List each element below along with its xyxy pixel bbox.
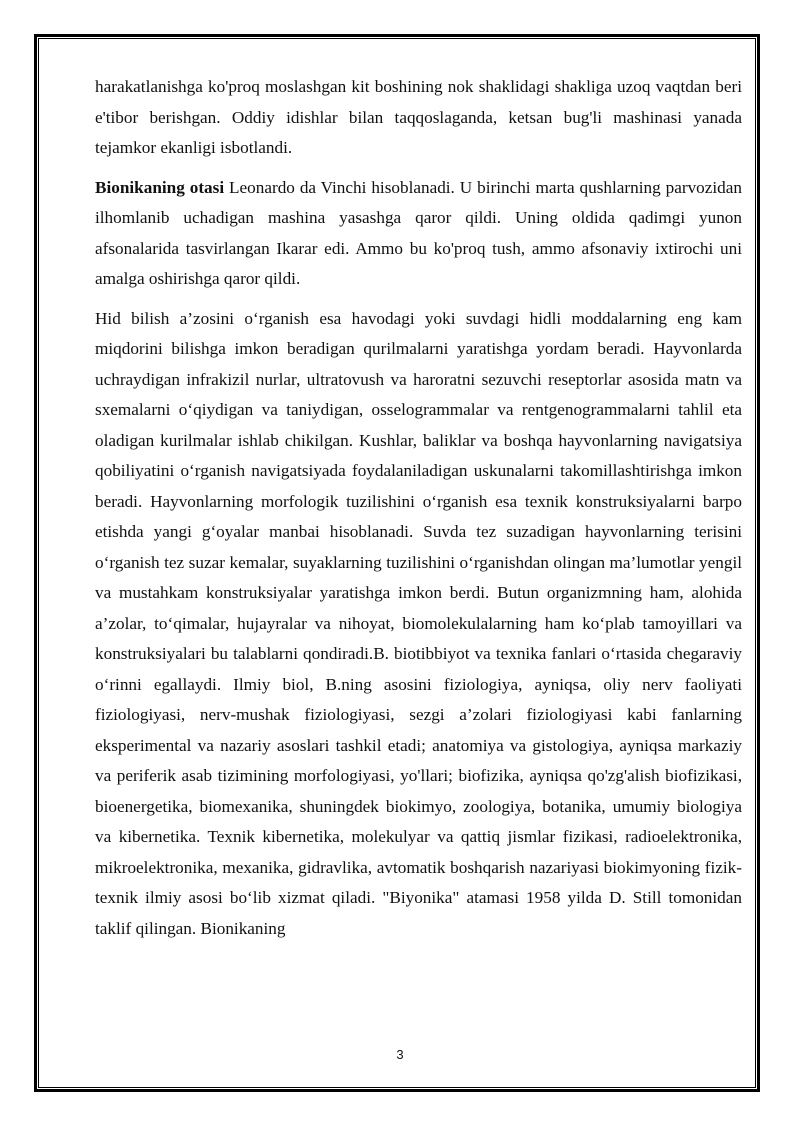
page-number: 3 bbox=[396, 1047, 404, 1062]
paragraph-1-text: harakatlanishga ko'proq moslashgan kit boshining nok shaklidagi shakliga uzoq vaqtdan beri e'tibor berishgan. Oddiy idishlar bilan taqqoslaganda, ketsan bug'li mashinasi yanada tejamkor ekanligi isbotlandi. bbox=[95, 77, 742, 157]
paragraph-3-text: Hid bilish a’zosini o‘rganish esa havodagi yoki suvdagi hidli moddalarning eng kam miqdorini bilishga imkon beradigan qurilmalarni yaratishga yordam beradi. Hayvonlarda uchraydigan infrakizil nurlar, ultratovush va haroratni sezuvchi reseptorlar asosida matn va sxemalarni o‘qiydigan va taniydigan, osselogrammalar va rentgenogrammalarni tahlil eta oladigan kurilmalar ishlab chikilgan. Kushlar, baliklar va boshqa hayvonlarning navigatsiya qobiliyatini o‘rganish navigatsiyada foydalaniladigan uskunalarni takomillashtirishga imkon beradi. Hayvonlarning morfologik tuzilishini o‘rganish esa texnik konstruksiyalarni barpo etishda yangi g‘oyalar manbai hisoblanadi. Suvda tez suzadigan hayvonlarning terisini o‘rganish tez suzar kemalar, suyaklarning tuzilishini o‘rganishdan olingan ma’lumotlar yengil va mustahkam konstruksiyalar yaratishga imkon berdi. Butun organizmning ham, alohida a’zolar, to‘qimalar, hujayralar va nihoyat, biomolekulalarning ham ko‘plab tamoyillari va konstruksiyalari bu talablarni qondiradi.B. biotibbiyot va texnika fanlari o‘rtasida chegaraviy o‘rinni egallaydi. Ilmiy biol, B.ning asosini fiziologiya, ayniqsa, oliy nerv faoliyati fiziologiyasi, nerv-mushak fiziologiyasi, sezgi a’zolari fiziologiyasi kabi fanlarning eksperimental va nazariy asoslari tashkil etadi; anatomiya va gistologiya, ayniqsa markaziy va periferik asab tizimining morfologiyasi, yo'llari; biofizika, ayniqsa qo'zg'alish biofizikasi, bioenergetika, biomexanika, shuningdek biokimyo, zoologiya, botanika, umumiy biologiya va kibernetika. Texnik kibernetika, molekulyar va qattiq jismlar fizikasi, radioelektronika, mikroelektronika, mexanika, gidravlika, avtomatik boshqarish nazariyasi biokimyoning fizik-texnik ilmiy asosi bo‘lib xizmat qiladi. "Biyonika" atamasi 1958 yilda D. Still tomonidan taklif qilingan. Bionikaning bbox=[95, 308, 742, 938]
document-body bbox=[95, 72, 742, 944]
paragraph-3 bbox=[95, 304, 742, 945]
paragraph-1 bbox=[95, 72, 742, 164]
paragraph-2-bold-lead: Bionikaning otasi bbox=[95, 177, 225, 197]
paragraph-2 bbox=[95, 173, 742, 295]
paragraph-2-text: Leonardo da Vinchi hisoblanadi. U birinchi marta qushlarning parvozidan ilhomlanib uchadigan mashina yasashga qaror qildi. Uning oldida qadimgi yunon afsonalarida tasvirlangan Ikarar edi. Ammo bu ko'proq tush, ammo afsonaviy ixtirochi uni amalga oshirishga qaror qildi. bbox=[95, 177, 742, 288]
